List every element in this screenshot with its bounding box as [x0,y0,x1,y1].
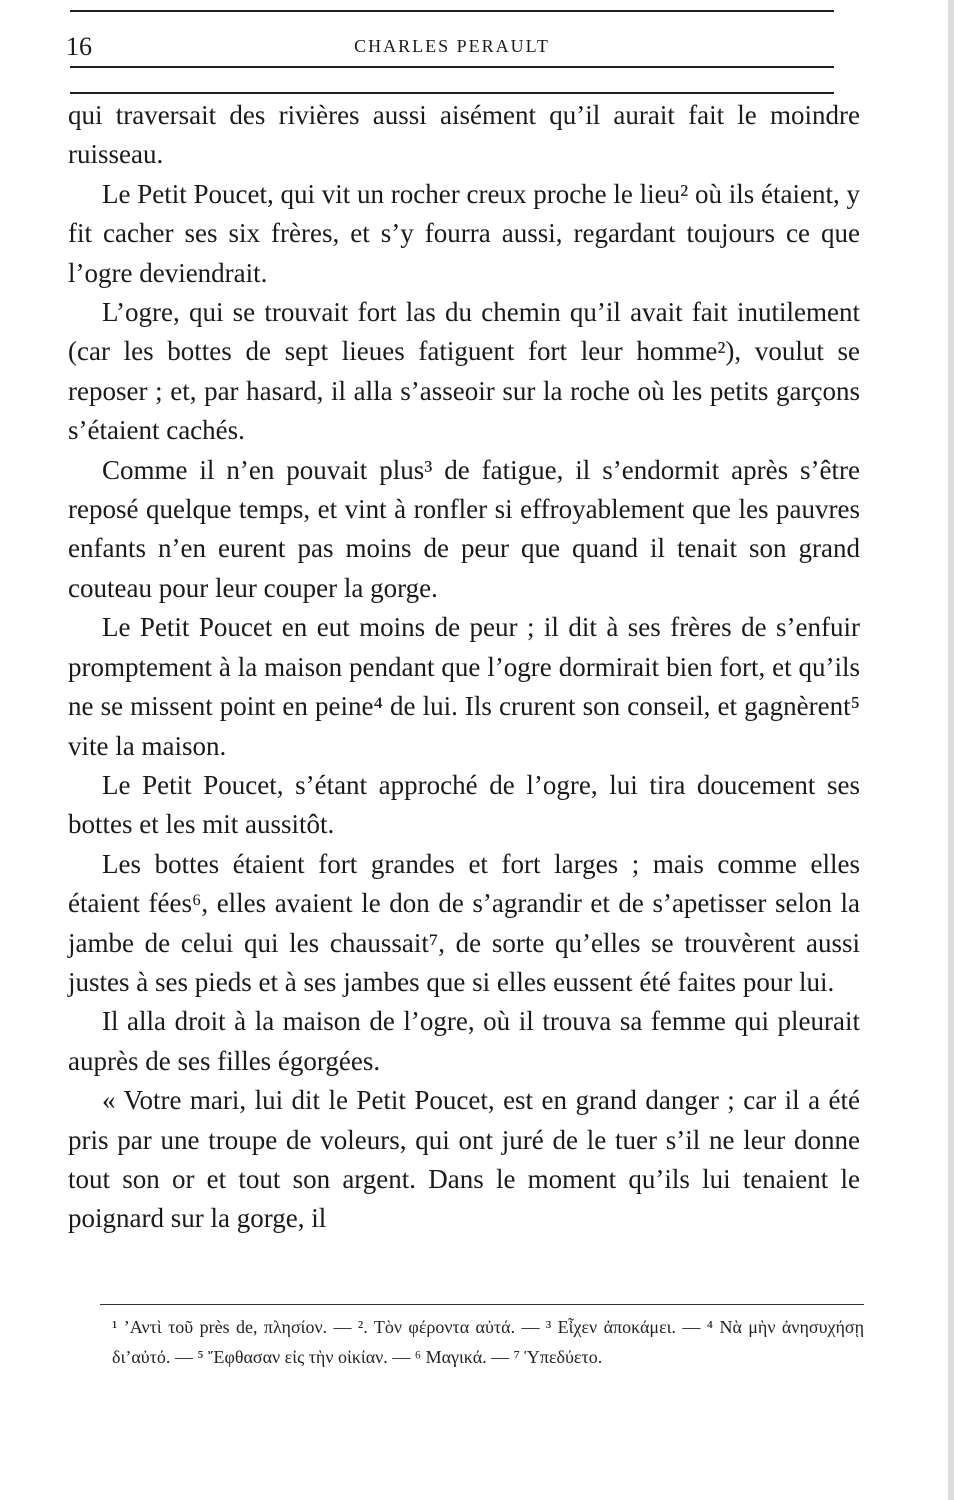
paragraph-5: Le Petit Poucet en eut moins de peur ; il dit à ses frères de s’enfuir promptement à la maison pendant que l’ogre dormirait bien fort, et qu’ils ne se missent point en peine⁴ de lui. Ils crurent son conseil, et gagnèrent⁵ vite la maison. [68,612,860,761]
page-edge-shadow [948,0,954,1500]
paragraph-9: « Votre mari, lui dit le Petit Poucet, est en grand danger ; car il a été pris par une troupe de voleurs, qui ont juré de le tuer s’il ne leur donne tout son or et tout son argent. Dans le moment qu’ils lui tenaient le poignard sur la gorge, il [68,1085,860,1234]
footnotes: ¹ ’Αντὶ τοῦ près de, πλησίον. — ². Τὸν φέροντα αὐτά. — ³ Εἶχεν ἀποκάμει. — ⁴ Νὰ μὴν ἀνησυχήσῃ δι’αὐτό. — ⁵ Ἔφθασαν εἰς τὴν οἰκίαν. — ⁶ Μαγικά. — ⁷ Ὑπεδύετο. [112,1317,864,1367]
running-title: CHARLES PERAULT [354,36,550,56]
header-rule [70,66,834,68]
main-text [68,96,860,1239]
footnote-rule [100,1304,864,1305]
paragraph-1: qui traversait des rivières aussi aisément qu’il aurait fait le moindre ruisseau. [68,100,860,170]
paragraph-8: Il alla droit à la maison de l’ogre, où il trouva sa femme qui pleurait auprès de ses filles égorgées. [68,1006,860,1076]
top-rule [70,10,834,12]
paragraph-3: L’ogre, qui se trouvait fort las du chemin qu’il avait fait inutilement (car les bottes de sept lieues fatiguent fort leur homme²), voulut se reposer ; et, par hasard, il alla s’asseoir sur la roche où les petits garçons s’étaient cachés. [68,297,860,446]
paragraph-6: Le Petit Poucet, s’étant approché de l’ogre, lui tira doucement ses bottes et les mit aussitôt. [68,769,860,840]
paragraph-4: Comme il n’en pouvait plus³ de fatigue, il s’endormit après s’être reposé quelque temps, et vint à ronfler si effroyablement que les pauvres enfants n’en eurent pas moins de peur que quand il tenait son grand couteau pour leur couper la gorge. [68,454,860,603]
page-number: 16 [66,32,92,61]
paragraph-2: Le Petit Poucet, qui vit un rocher creux proche le lieu² où ils étaient, y fit cacher ses six frères, et s’y fourra aussi, regardant toujours ce que l’ogre deviendrait. [68,178,860,288]
body-top-rule [70,92,834,94]
paragraph-7: Les bottes étaient fort grandes et fort larges ; mais comme elles étaient fées⁶, elles avaient le don de s’agrandir et de s’apetisser selon la jambe de celui qui les chaussait⁷, de sorte qu’elles se trouvèrent aussi justes à ses pieds et à ses jambes que si elles eussent été faites pour lui. [68,848,860,997]
